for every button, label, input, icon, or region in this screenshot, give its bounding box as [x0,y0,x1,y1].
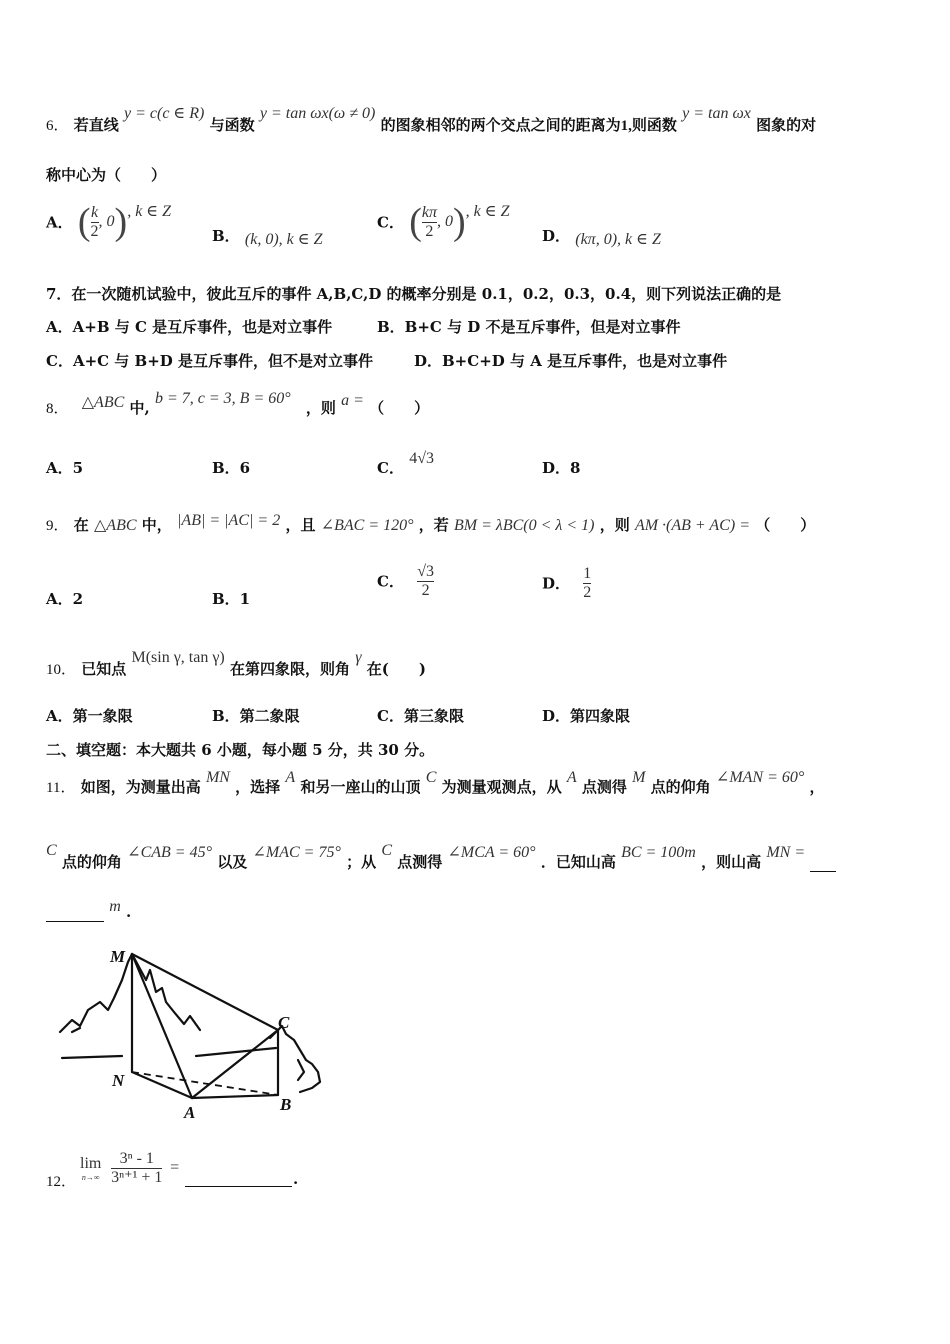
q8-option-c-math: 4√3 [409,450,434,467]
q11-mountain-figure [50,940,350,1125]
q10-text-3: 在( ) [366,660,426,678]
q6-option-a-num: k [90,203,99,221]
q6-text-3: 的图象相邻的两个交点之间的距离为 [380,116,621,134]
q12-line [46,1170,76,1191]
q6-text-3c: 则函数 [631,116,677,134]
q6-text-1: 若直线 [73,116,119,134]
q6-stem-line1 [46,105,817,135]
q9-text-4: ，若 [418,516,449,534]
q6-option-c-rparen: ) [452,201,466,243]
q8-option-b: B．6 [212,459,251,477]
q6-option-d-label: D． [542,227,571,245]
q11-line3 [46,898,132,922]
q9-text-5: ，则 [599,516,630,534]
q6-math-3: y = tan ωx [682,105,751,122]
q9-option-d-label: D． [542,574,571,593]
q7-option-d: D．B+C+D 与 A 是互斥事件，也是对立事件 [414,352,728,370]
q7-stem: 7．在一次随机试验中，彼此互斥的事件 A,B,C,D 的概率分别是 0.1，0.2，0.3，0.4，则下列说法正确的是 [46,285,782,303]
q11-math-8: ∠CAB = 45° [127,844,212,861]
segment-nb-dashed [132,1072,278,1095]
q12-numerator: 3ⁿ - 1 [119,1150,154,1167]
q8-option-d: D．8 [542,459,581,477]
q7-option-c: C．A+C 与 B+D 是互斥事件，但不是对立事件 [46,352,374,370]
q9-option-d [542,565,591,601]
q12-lim: lim [80,1154,102,1172]
q8-math-2: b = 7, c = 3, B = 60° [154,390,291,407]
label-n: N [112,1071,125,1090]
q11-math-12: BC = 100m [621,844,696,861]
section-2-heading: 二、填空题：本大题共 6 小题，每小题 5 分，共 30 分。 [46,741,435,759]
q8-text-2: ，则 [305,399,336,417]
q10-number: 10． [46,662,77,678]
q11-text-7: ， [809,778,825,796]
q9-math-4: BM = λBC(0 < λ < 1) [454,517,595,534]
q6-option-a-label: A． [46,213,73,232]
q11-text-2: ，选择 [235,778,281,796]
q9-text-2: 中， [141,516,172,534]
left-mountain-base [72,1028,80,1032]
q6-option-a-den: 2 [90,222,99,240]
q10-option-a: A．第一象限 [46,707,133,725]
q7-option-b: B．B+C 与 D 不是互斥事件，但是对立事件 [377,318,681,336]
q6-option-c-rest: , 0 [436,213,453,230]
q6-math-2: y = tan ωx(ω ≠ 0) [259,105,376,122]
q6-math-1: y = c(c ∈ R) [124,105,205,122]
q6-option-c-num: kπ [421,203,437,221]
q11-math-unit: m [109,898,121,915]
q9-option-d-den: 2 [583,583,592,601]
ground-line-right [196,1048,276,1056]
q11-math-3: C [425,769,437,786]
q8-option-c [377,450,434,478]
q9-math-3: ∠BAC = 120° [320,517,414,534]
q6-option-a-rest: , 0 [98,213,115,230]
q9-option-c-den: 2 [421,581,430,599]
q11-math-2: A [285,769,296,786]
q11-text-13: ，则山高 [701,853,762,871]
q11-math-11: ∠MCA = 60° [447,844,536,861]
q11-text-8: 点的仰角 [61,853,122,871]
q11-text-6: 点的仰角 [650,778,711,796]
q8-stem [46,390,430,418]
label-c: C [278,1013,290,1032]
q6-option-b-label: B． [212,227,240,245]
q11-text-14: . [126,903,132,921]
q10-text-1: 已知点 [81,660,127,678]
q12-fraction [111,1150,162,1186]
segment-mc [132,954,278,1030]
q11-math-10: C [381,842,392,859]
q8-text-1: 中, [129,399,150,417]
q11-math-9: ∠MAC = 75° [252,844,341,861]
q12-number: 12． [46,1174,77,1190]
q11-number: 11． [46,780,76,796]
q10-option-d: D．第四象限 [542,707,631,725]
q11-text-9: 以及 [217,853,248,871]
q11-text-5: 点测得 [581,778,627,796]
q9-option-c-label: C． [377,572,404,591]
q6-text-3b: 1, [620,118,632,134]
q12-denominator: 3ⁿ⁺¹ + 1 [111,1168,163,1186]
q9-option-d-num: 1 [583,565,592,582]
q6-option-c [377,203,509,241]
q12-limit-expression [80,1150,179,1186]
q6-option-d-math: (kπ, 0), k ∈ Z [575,231,661,248]
q6-option-a-rparen: ) [114,201,128,243]
q12-answer-blank[interactable] [185,1170,292,1187]
q8-option-a: A．5 [46,459,84,477]
q6-option-b-math: (k, 0), k ∈ Z [244,231,323,248]
q6-option-c-lparen: ( [409,201,422,243]
q6-option-c-den: 2 [425,222,434,240]
q9-option-a: A．2 [46,590,84,608]
q9-option-c-frac [417,563,434,599]
label-m: M [110,947,126,966]
q12-equals: = [170,1159,180,1177]
q9-option-c [377,563,434,599]
q7-option-a: A．A+B 与 C 是互斥事件，也是对立事件 [46,318,333,336]
q8-math-3: a = [341,392,364,409]
q10-option-c: C．第三象限 [377,707,464,725]
q9-number: 9． [46,518,69,534]
q9-text-1: 在 [73,516,89,534]
q9-math-5: AM ·(AB + AC) = [634,517,750,534]
q11-math-5: M [632,769,646,786]
q11-math-1: MN [205,769,230,786]
q11-math-6: ∠MAN = 60° [715,769,805,786]
q9-option-b: B．1 [212,590,251,608]
q11-answer-blank-part1[interactable] [810,871,836,872]
q10-option-b: B．第二象限 [212,707,300,725]
label-a: A [184,1103,196,1122]
q6-number: 6． [46,118,69,134]
q11-math-4: A [566,769,577,786]
q9-text-6: （ ） [755,516,816,534]
q8-text-3: （ ） [369,399,430,417]
q6-text-4: 图象的对 [756,116,817,134]
q11-text-4: 为测量观测点，从 [441,778,562,796]
q6-option-a-frac [91,204,99,240]
q9-math-2: |AB| = |AC| = 2 [177,512,281,529]
q12-period: . [293,1170,299,1188]
q8-option-c-label: C． [377,459,404,477]
q6-stem-line2: 称中心为（ ） [46,166,167,184]
q9-option-c-num: √3 [417,563,434,580]
q8-math-1: △ABC [81,394,125,411]
q6-text-2: 与函数 [209,116,255,134]
q6-option-b [212,225,323,246]
q6-option-d [542,225,661,246]
q11-text-11: 点测得 [397,853,443,871]
q9-stem [46,514,815,535]
q6-option-c-tail: , k ∈ Z [465,203,510,220]
q11-math-7: C [46,842,57,859]
ground-line-left [62,1056,122,1058]
left-mountain-ridge [132,954,200,1030]
q11-text-10: ；从 [346,853,377,871]
q11-text-3: 和另一座山的山顶 [300,778,421,796]
q6-option-a [46,203,171,241]
q11-line2 [46,842,836,872]
q10-math-1: M(sin γ, tan γ) [131,649,225,666]
q8-number: 8． [46,401,69,417]
q6-option-a-lparen: ( [77,201,91,243]
q11-math-13: MN = [766,844,806,861]
q6-option-c-frac [422,204,437,240]
q6-option-a-tail: , k ∈ Z [127,203,172,220]
q9-text-3: ，且 [285,516,316,534]
segment-ac [192,1030,278,1098]
q10-stem [46,649,426,679]
segment-ab [192,1095,278,1098]
q11-line1 [46,769,825,797]
q12-lim-subscript: n→∞ [81,1172,100,1182]
q11-text-1: 如图，为测量出高 [80,778,201,796]
q6-option-c-label: C． [377,213,404,232]
right-mountain-detail [298,1060,304,1080]
label-b: B [280,1095,292,1114]
q12-lim-block [80,1155,101,1182]
q9-math-1: △ABC [94,517,137,534]
q9-option-d-frac [583,565,591,601]
q11-answer-blank-part2[interactable] [46,909,104,922]
q10-math-2: γ [355,649,362,666]
q10-text-2: 在第四象限，则角 [229,660,350,678]
q11-text-12: ．已知山高 [540,853,616,871]
